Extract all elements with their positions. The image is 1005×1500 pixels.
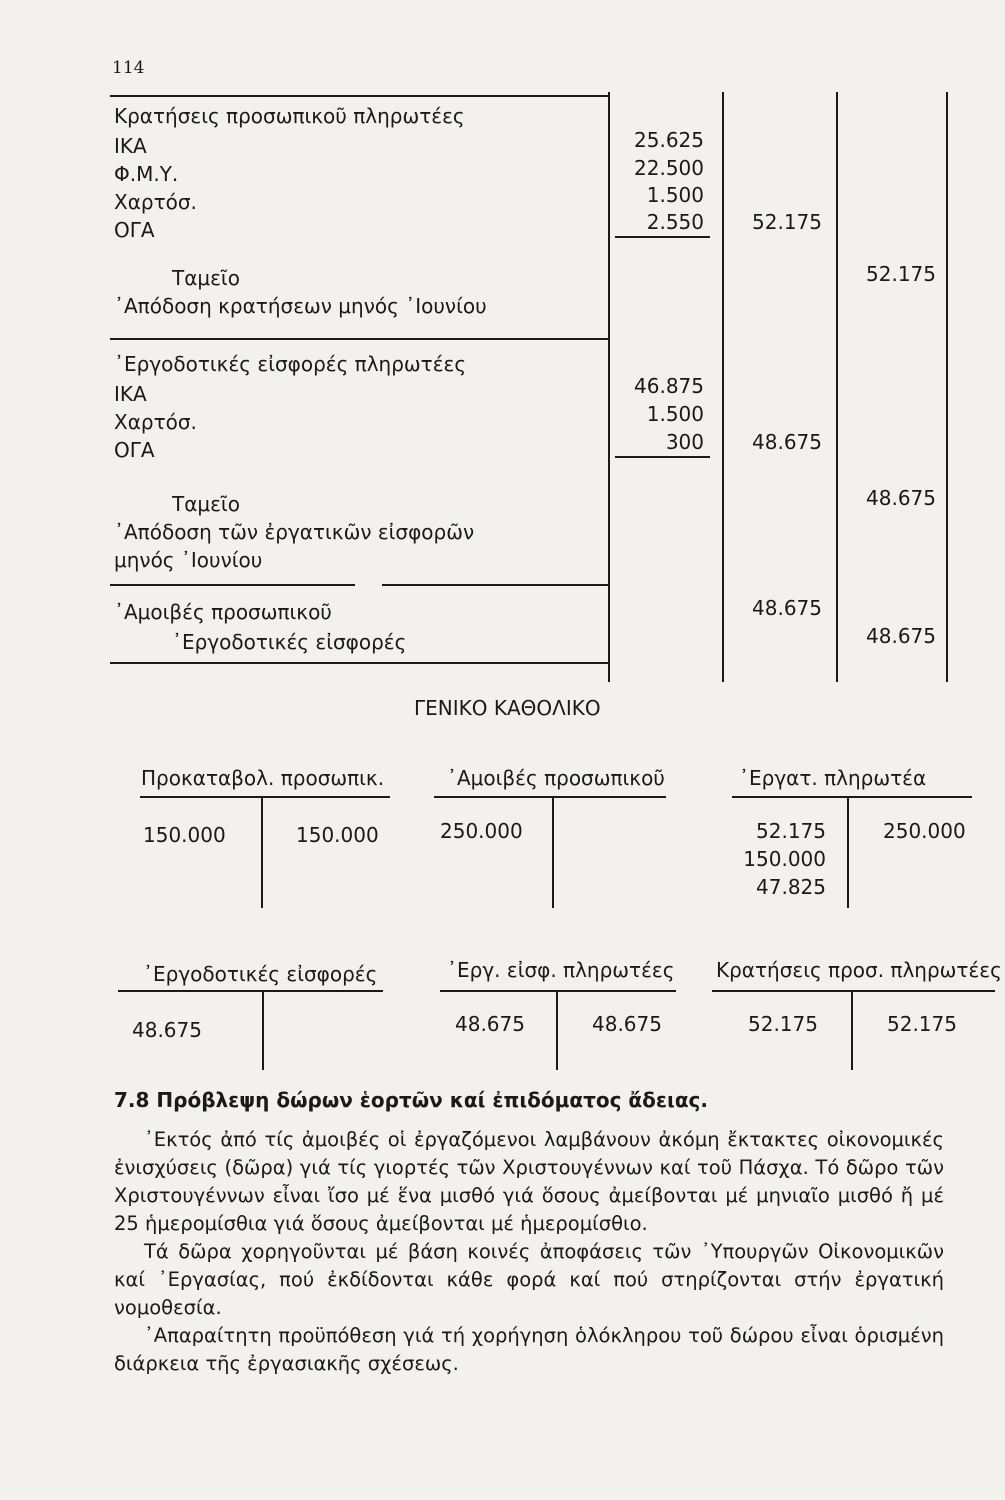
t-account-divider <box>552 796 554 908</box>
column-rule <box>608 92 610 682</box>
body-text <box>114 1126 944 1378</box>
entry-rule <box>110 662 610 664</box>
narration: ᾽Απόδοση κρατήσεων μηνός ᾽Ιουνίου <box>114 294 487 318</box>
t-account-top-rule <box>440 990 676 992</box>
column-rule <box>836 92 838 682</box>
debit-item: 2.550 <box>646 210 704 234</box>
t-account-top-rule <box>118 990 383 992</box>
paragraph: Τά δῶρα χορηγοῦνται μέ βάση κοινές ἀποφάσεις τῶν ᾽Υπουργῶν Οἰκονομικῶν καί ᾽Εργασίας, πού ἐκδίδονται κάθε φορά καί πού στηρίζονται στήν ἐργατική νομοθεσία. <box>114 1240 944 1319</box>
paragraph: ᾽Απαραίτητη προϋπόθεση γιά τή χορήγηση ὁλόκληρου τοῦ δώρου εἶναι ὁρισμένη διάρκεια τῆς ἐργασιακῆς σχέσεως. <box>114 1324 944 1375</box>
entry-rule <box>110 584 355 586</box>
subtotal-rule <box>615 456 710 458</box>
t-account-credit: 150.000 <box>296 823 379 847</box>
t-account-debit: 250.000 <box>440 819 523 843</box>
credit-account: Ταμεῖο <box>172 266 240 290</box>
t-account-top-rule <box>732 796 972 798</box>
t-account-debit: 52.175 <box>748 1012 818 1036</box>
ledger-title: ΓΕΝΙΚΟ ΚΑΘΟΛΙΚΟ <box>414 696 601 720</box>
page-number: 114 <box>112 58 145 78</box>
debit-item: 1.500 <box>646 402 704 426</box>
t-account-debit: 48.675 <box>132 1018 202 1042</box>
t-account-top-rule <box>140 796 390 798</box>
t-account-divider <box>556 990 558 1070</box>
column-rule <box>722 92 724 682</box>
debit-item: 22.500 <box>634 156 704 180</box>
subtotal-rule <box>615 236 710 238</box>
t-account-debit: 48.675 <box>455 1012 525 1036</box>
journal-line: ΟΓΑ <box>114 438 155 462</box>
t-account-title: Προκαταβολ. προσωπικ. <box>141 766 385 790</box>
column-rule <box>946 92 948 682</box>
t-account-debit: 150.000 <box>143 823 226 847</box>
t-account-title: Κρατήσεις προσ. πληρωτέες <box>716 958 1002 982</box>
journal-line: Χαρτόσ. <box>114 190 197 214</box>
credit-amount: 52.175 <box>866 262 936 286</box>
journal-line: ΙΚΑ <box>114 382 147 406</box>
t-account-debit: 52.175 <box>756 819 826 843</box>
t-account-divider <box>261 796 263 908</box>
debit-item: 46.875 <box>634 374 704 398</box>
debit-total: 52.175 <box>752 210 822 234</box>
entry-rule <box>382 584 610 586</box>
credit-account: ᾽Εργοδοτικές εἰσφορές <box>172 630 407 654</box>
t-account-top-rule <box>434 796 666 798</box>
journal-line: Φ.Μ.Υ. <box>114 162 179 186</box>
t-account-credit: 250.000 <box>883 819 966 843</box>
section-heading: 7.8 Πρόβλεψη δώρων ἑορτῶν καί ἐπιδόματος ἄδειας. <box>114 1088 709 1112</box>
journal-line: Χαρτόσ. <box>114 410 197 434</box>
t-account-top-rule <box>712 990 995 992</box>
t-account-title: ᾽Εργατ. πληρωτέα <box>739 766 927 790</box>
t-account-title: ᾽Εργ. εἰσφ. πληρωτέες <box>447 958 675 982</box>
debit-item: 25.625 <box>634 128 704 152</box>
journal-line: ᾽Εργοδοτικές εἰσφορές πληρωτέες <box>114 352 467 376</box>
paragraph: ᾽Εκτός ἀπό τίς ἀμοιβές οἱ ἐργαζόμενοι λαμβάνουν ἀκόμη ἔκτακτες οἰκονομικές ἐνισχύσεις (δῶρα) γιά τίς γιορτές τῶν Χριστουγέννων καί τοῦ Πάσχα. Τό δῶρο τῶν Χριστουγέννων εἶναι ἴσο μέ ἕνα μισθό γιά ὅσους ἀμείβονται μέ μηνιαῖο μισθό ἤ μέ 25 ἡμερομίσθια γιά ὅσους ἀμείβονται μέ ἡμερομίσθιο. <box>114 1128 944 1235</box>
t-account-divider <box>851 990 853 1070</box>
debit-item: 300 <box>665 430 704 454</box>
narration: ᾽Απόδοση τῶν ἐργατικῶν εἰσφορῶν <box>114 520 475 544</box>
journal-line: ΟΓΑ <box>114 218 155 242</box>
journal-line: ᾽Αμοιβές προσωπικοῦ <box>114 600 332 624</box>
credit-account: Ταμεῖο <box>172 492 240 516</box>
entry-rule <box>110 338 610 340</box>
debit-amount: 48.675 <box>752 596 822 620</box>
t-account-divider <box>847 796 849 908</box>
journal-line: Κρατήσεις προσωπικοῦ πληρωτέες <box>114 104 465 128</box>
t-account-divider <box>262 990 264 1070</box>
credit-amount: 48.675 <box>866 624 936 648</box>
debit-total: 48.675 <box>752 430 822 454</box>
t-account-title: ᾽Εργοδοτικές εἰσφορές <box>143 962 378 986</box>
debit-item: 1.500 <box>646 183 704 207</box>
entry-rule <box>110 95 610 97</box>
t-account-credit: 48.675 <box>592 1012 662 1036</box>
t-account-credit: 52.175 <box>887 1012 957 1036</box>
credit-amount: 48.675 <box>866 486 936 510</box>
t-account-debit: 47.825 <box>756 875 826 899</box>
journal-line: ΙΚΑ <box>114 134 147 158</box>
t-account-debit: 150.000 <box>743 847 826 871</box>
t-account-title: ᾽Αμοιβές προσωπικοῦ <box>447 766 665 790</box>
narration: μηνός ᾽Ιουνίου <box>114 548 263 572</box>
